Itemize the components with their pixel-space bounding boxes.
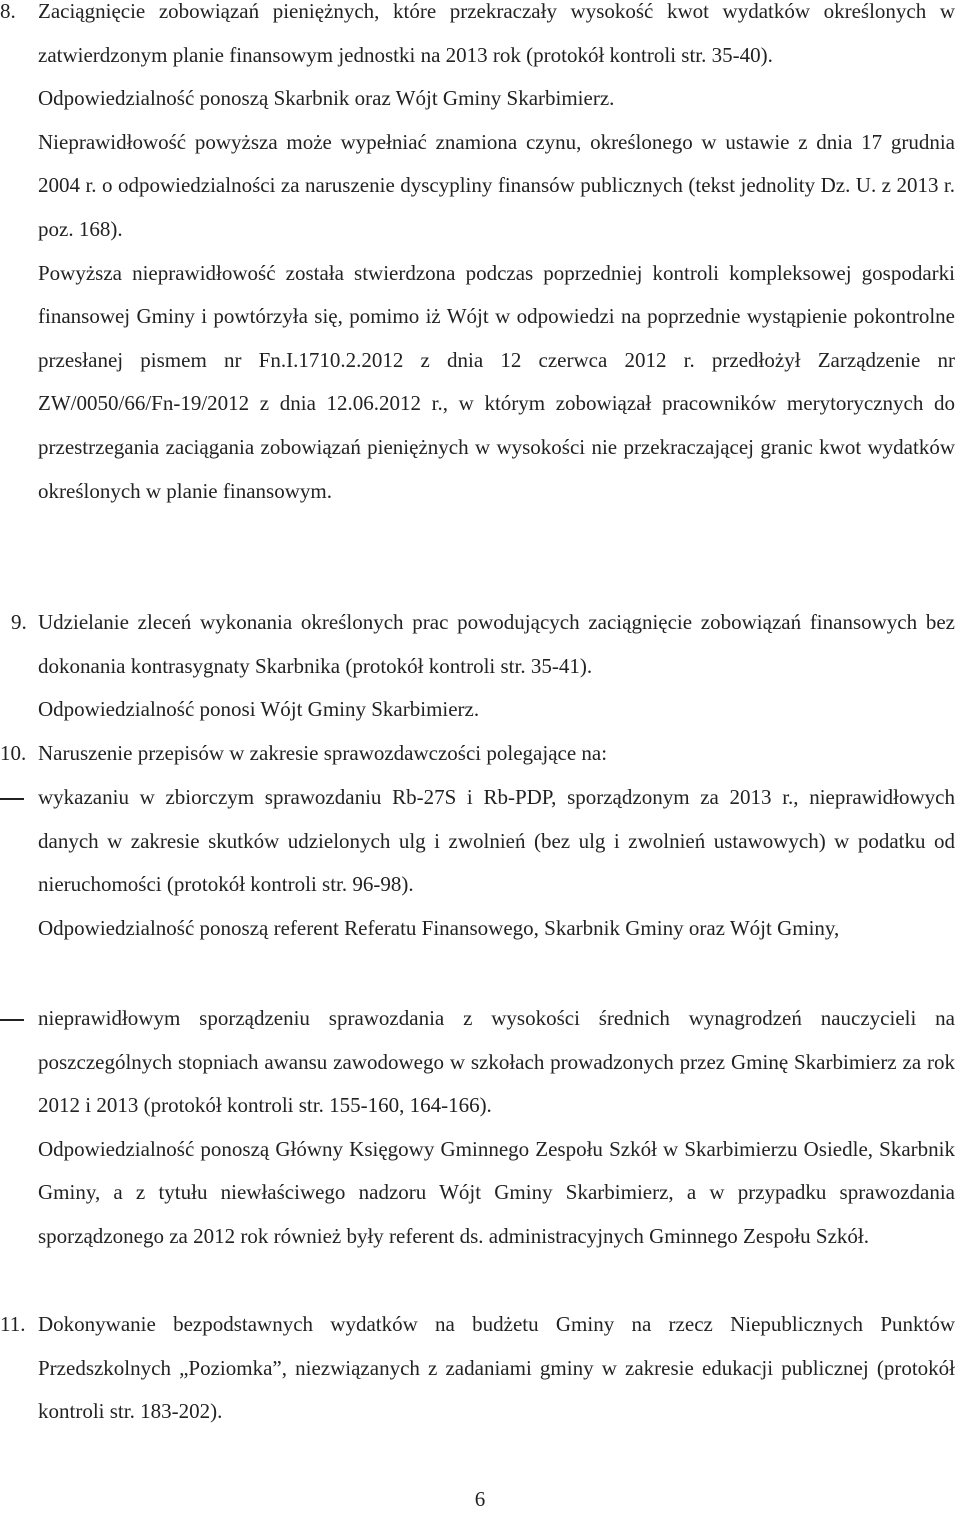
paragraph: Odpowiedzialność ponoszą referent Referatu Finansowego, Skarbnik Gminy oraz Wójt Gminy,	[38, 915, 840, 940]
paragraph: wykazaniu w zbiorczym sprawozdaniu Rb-27S i Rb-PDP, sporządzonym za 2013 r., nieprawidłowych danych w zakresie skutków udzielonych ulg i zwolnień (bez ulg i zwolnień ustawowych) w podatku od nieruchomości (protokół kontroli str. 96-98).	[38, 785, 955, 897]
list-item-body	[38, 732, 955, 776]
paragraph: Nieprawidłowość powyższa może wypełniać znamiona czynu, określonego w ustawie z dnia 17 grudnia 2004 r. o odpowiedzialności za naruszenie dyscypliny finansów publicznych (tekst jednolity Dz. U. z 2013 r. poz. 168).	[38, 129, 955, 241]
list-marker: 10.	[0, 741, 27, 765]
dash-bullet	[0, 798, 24, 800]
list-item-8	[0, 0, 960, 513]
paragraph: Zaciągnięcie zobowiązań pieniężnych, które przekraczały wysokość kwot wydatków określonych w zatwierdzonym planie finansowym jednostki na 2013 rok (protokół kontroli str. 35-40).	[38, 0, 955, 67]
list-marker: 9.	[11, 610, 27, 634]
paragraph: Naruszenie przepisów w zakresie sprawozdawczości polegające na:	[38, 741, 608, 765]
list-item-9	[0, 601, 960, 732]
paragraph: Dokonywanie bezpodstawnych wydatków na budżetu Gminy na rzecz Niepublicznych Punktów Przedszkolnych „Poziomka”, niezwiązanych z zadaniami gminy w zakresie edukacji publicznej (protokół kontroli str. 183-202).	[38, 1312, 955, 1424]
page-number: 6	[474, 1487, 486, 1511]
list-item-body	[38, 997, 955, 1259]
list-item-body	[38, 776, 955, 950]
paragraph: Odpowiedzialność ponoszą Główny Księgowy Gminnego Zespołu Szkół w Skarbimierzu Osiedle, Skarbnik Gminy, a z tytułu niewłaściwego nadzoru Wójt Gminy Skarbimierz, a w przypadku sprawozdania sporządzonego za 2012 rok również były referent ds. administracyjnych Gminnego Zespołu Szkół.	[38, 1136, 955, 1248]
list-item-body	[38, 601, 955, 732]
paragraph: Udzielanie zleceń wykonania określonych prac powodujących zaciągnięcie zobowiązań finansowych bez dokonania kontrasygnaty Skarbnika (protokół kontroli str. 35-41).	[38, 610, 955, 678]
paragraph: Odpowiedzialność ponosi Wójt Gminy Skarbimierz.	[38, 697, 480, 722]
list-marker: 8.	[0, 0, 16, 23]
paragraph: Powyższa nieprawidłowość została stwierdzona podczas poprzedniej kontroli kompleksowej gospodarki finansowej Gminy i powtórzyła się, pomimo iż Wójt w odpowiedzi na poprzednie wystąpienie pokontrolne przesłanej pismem nr Fn.I.1710.2.2012 z dnia 12 czerwca 2012 r. przedłożył Zarządzenie nr ZW/0050/66/Fn-19/2012 z dnia 12.06.2012 r., w którym zobowiązał pracowników merytorycznych do przestrzegania zaciągania zobowiązań pieniężnych w wysokości nie przekraczającej granic kwot wydatków określonych w planie finansowym.	[38, 260, 955, 503]
list-item-11	[0, 1303, 960, 1434]
paragraph: nieprawidłowym sporządzeniu sprawozdania z wysokości średnich wynagrodzeń nauczycieli na poszczególnych stopniach awansu zawodowego w szkołach prowadzonych przez Gminę Skarbimierz za rok 2012 i 2013 (protokół kontroli str. 155-160, 164-166).	[38, 1006, 955, 1118]
list-item-10	[0, 732, 960, 776]
dash-bullet	[0, 1019, 24, 1021]
paragraph: Odpowiedzialność ponoszą Skarbnik oraz Wójt Gminy Skarbimierz.	[38, 86, 615, 111]
dash-list-item	[0, 776, 960, 950]
dash-list-item	[0, 997, 960, 1259]
list-marker: 11.	[0, 1312, 26, 1336]
list-item-body	[38, 1303, 955, 1434]
list-item-body	[38, 0, 955, 513]
